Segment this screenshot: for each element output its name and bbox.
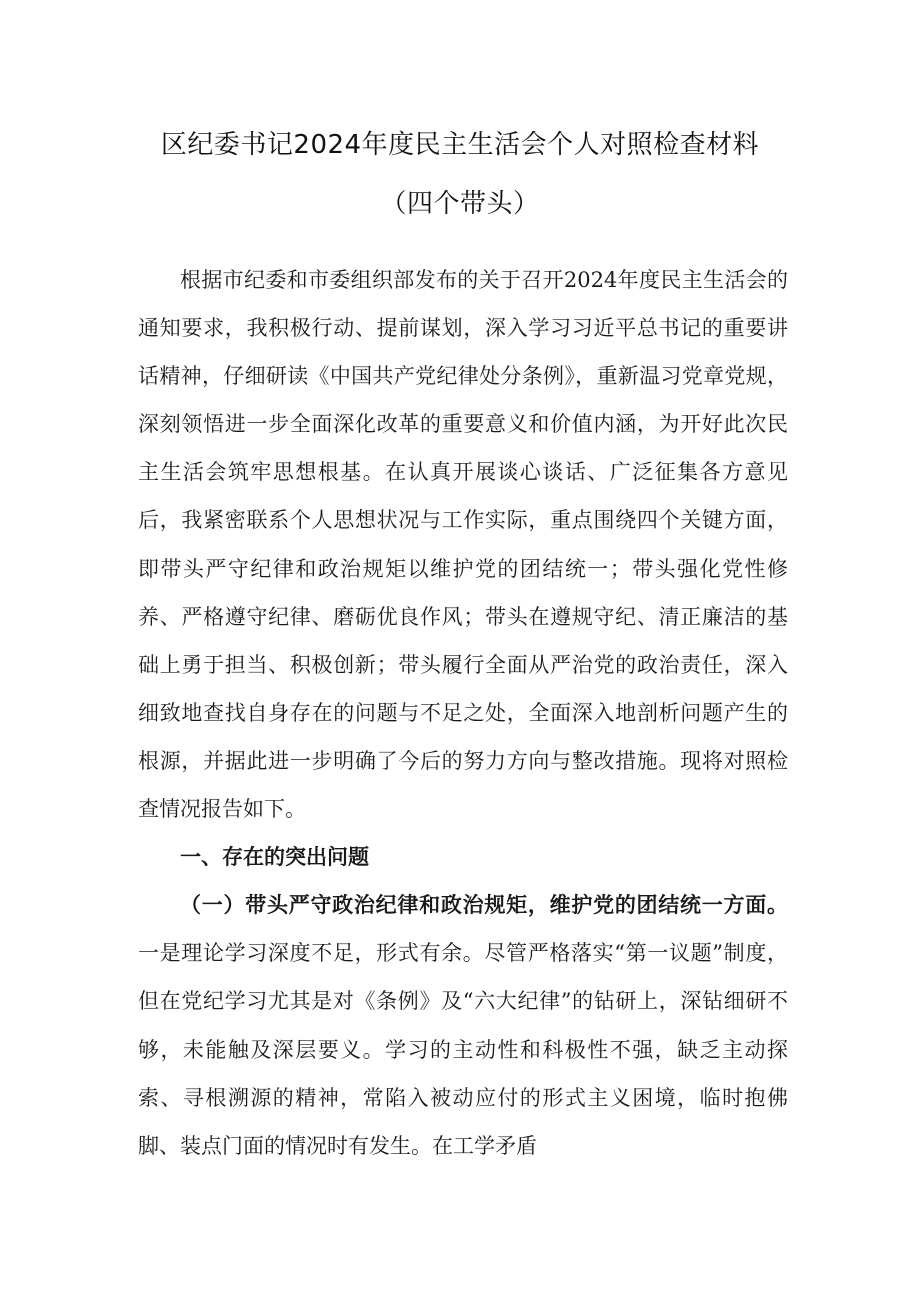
- subsection-paragraph: [138, 881, 788, 1170]
- subsection-heading: （一）带头严守政治纪律和政治规矩，维护党的团结统一方面。: [180, 892, 788, 918]
- document-body: [138, 256, 788, 1170]
- document-title: 区纪委书记2024年度民主生活会个人对照检查材料: [160, 130, 760, 160]
- document-subtitle: （四个带头）: [380, 189, 540, 219]
- intro-paragraph: 根据市纪委和市委组织部发布的关于召开2024年度民主生活会的通知要求，我积极行动、提前谋划，深入学习习近平总书记的重要讲话精神，仔细研读《中国共产党纪律处分条例》，重新温习党章党规，深刻领悟进一步全面深化改革的重要意义和价值内涵，为开好此次民主生活会筑牢思想根基。在认真开展谈心谈话、广泛征集各方意见后，我紧密联系个人思想状况与工作实际，重点围绕四个关键方面，即带头严守纪律和政治规矩以维护党的团结统一；带头强化党性修养、严格遵守纪律、磨砺优良作风；带头在遵规守纪、清正廉洁的基础上勇于担当、积极创新；带头履行全面从严治党的政治责任，深入细致地查找自身存在的问题与不足之处，全面深入地剖析问题产生的根源，并据此进一步明确了今后的努力方向与整改措施。现将对照检查情况报告如下。: [138, 268, 788, 822]
- subsection-text: 一是理论学习深度不足，形式有余。尽管严格落实“第一议题”制度，但在党纪学习尤其是对《条例》及“六大纪律”的钻研上，深钻细研不够，未能触及深层要义。学习的主动性和科极性不强，缺乏主动探索、寻根溯源的精神，常陷入被动应付的形式主义困境，临时抱佛脚、装点门面的情况时有发生。在工学矛盾: [138, 941, 788, 1158]
- section-heading: 一、存在的突出问题: [180, 845, 369, 870]
